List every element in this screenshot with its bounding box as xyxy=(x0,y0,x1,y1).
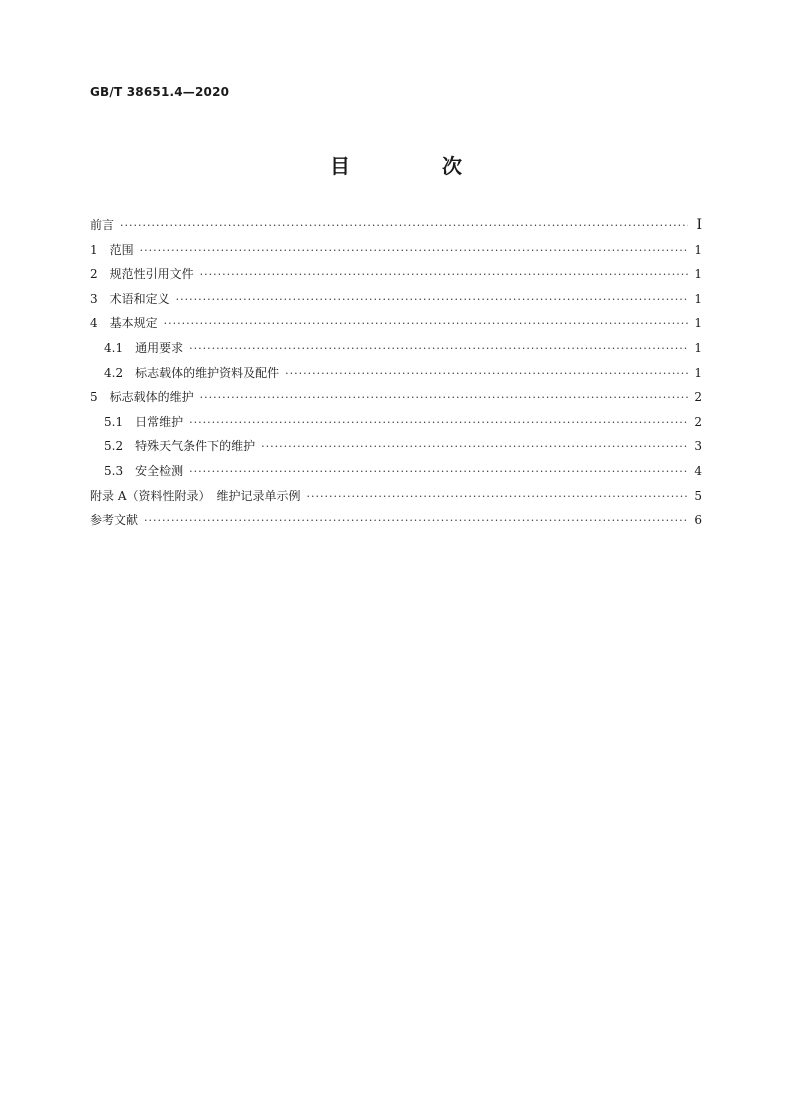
toc-leader-dots xyxy=(189,411,688,436)
page-title: 目 次 xyxy=(330,154,498,178)
toc-leader-dots xyxy=(200,263,688,288)
toc-entry[interactable] xyxy=(90,508,702,533)
toc-entry-number: 4.1 xyxy=(104,340,124,355)
toc-page-number: 4 xyxy=(694,463,702,478)
toc-leader-dots xyxy=(164,312,688,337)
toc-entry-number: 4.2 xyxy=(104,365,124,380)
toc-entry-label xyxy=(104,459,183,484)
toc-entry-label xyxy=(104,410,183,435)
table-of-contents xyxy=(90,213,702,533)
toc-entry-text: 附录 A（资料性附录） 维护记录单示例 xyxy=(90,488,301,503)
toc-leader-dots xyxy=(144,509,688,534)
toc-page-number: 1 xyxy=(694,365,702,380)
toc-entry-text: 标志载体的维护资料及配件 xyxy=(135,365,280,380)
toc-entry[interactable] xyxy=(90,311,702,336)
toc-page-number: 1 xyxy=(694,291,702,306)
toc-entry-text: 日常维护 xyxy=(135,414,184,429)
toc-entry-label xyxy=(90,238,134,263)
toc-page-number: 1 xyxy=(694,316,702,331)
toc-entry-text: 前言 xyxy=(90,218,115,232)
toc-entry[interactable] xyxy=(90,213,702,238)
toc-entry-number: 3 xyxy=(90,291,98,306)
toc-leader-dots xyxy=(140,239,688,264)
toc-leader-dots xyxy=(285,362,688,387)
toc-entry-text: 参考文献 xyxy=(90,513,139,528)
toc-leader-dots xyxy=(176,288,688,313)
toc-entry[interactable] xyxy=(90,385,702,410)
toc-entry-number: 5.1 xyxy=(104,414,124,429)
toc-page-number: 2 xyxy=(694,414,702,429)
toc-entry[interactable] xyxy=(90,238,702,263)
toc-page-number: Ⅰ xyxy=(696,217,702,233)
toc-entry-number: 5.3 xyxy=(104,463,124,478)
toc-entry-label xyxy=(90,213,114,238)
toc-entry-text: 标志载体的维护 xyxy=(109,390,194,405)
toc-entry-text: 基本规定 xyxy=(109,316,158,331)
toc-leader-dots xyxy=(261,435,688,460)
toc-page-number: 1 xyxy=(694,340,702,355)
standard-code: GB/T 38651.4—2020 xyxy=(90,85,230,99)
toc-entry-text: 术语和定义 xyxy=(109,291,170,306)
toc-leader-dots xyxy=(306,485,688,510)
toc-entry-number: 1 xyxy=(90,242,98,257)
toc-entry-text: 范围 xyxy=(109,242,134,257)
toc-entry-label xyxy=(90,262,194,287)
toc-entry-number: 4 xyxy=(90,316,98,331)
toc-entry-number: 5 xyxy=(90,390,98,405)
toc-entry-number: 2 xyxy=(90,267,98,282)
toc-entry-label xyxy=(104,336,183,361)
toc-entry-label xyxy=(90,508,138,533)
toc-page-number: 6 xyxy=(694,513,702,528)
toc-entry[interactable] xyxy=(90,262,702,287)
toc-entry[interactable] xyxy=(90,287,702,312)
toc-entry-text: 安全检测 xyxy=(135,463,184,478)
toc-entry-label xyxy=(90,287,170,312)
toc-leader-dots xyxy=(189,460,688,485)
toc-page-number: 5 xyxy=(694,488,702,503)
toc-entry[interactable] xyxy=(90,459,702,484)
toc-entry-text: 通用要求 xyxy=(135,340,184,355)
toc-page-number: 3 xyxy=(694,439,702,454)
toc-entry-label xyxy=(104,434,255,459)
toc-page-number: 1 xyxy=(694,242,702,257)
toc-leader-dots xyxy=(120,214,688,239)
toc-entry-number: 5.2 xyxy=(104,439,124,454)
toc-entry[interactable] xyxy=(90,336,702,361)
toc-entry[interactable] xyxy=(90,361,702,386)
toc-entry-label xyxy=(90,311,158,336)
toc-entry-text: 规范性引用文件 xyxy=(109,267,194,282)
toc-entry[interactable] xyxy=(90,410,702,435)
toc-leader-dots xyxy=(189,337,688,362)
toc-entry[interactable] xyxy=(90,484,702,509)
toc-page-number: 2 xyxy=(694,390,702,405)
toc-entry[interactable] xyxy=(90,434,702,459)
toc-entry-label xyxy=(90,385,194,410)
toc-entry-text: 特殊天气条件下的维护 xyxy=(135,439,256,454)
toc-entry-label xyxy=(90,484,300,509)
toc-page-number: 1 xyxy=(694,267,702,282)
toc-entry-label xyxy=(104,361,279,386)
toc-leader-dots xyxy=(200,386,688,411)
